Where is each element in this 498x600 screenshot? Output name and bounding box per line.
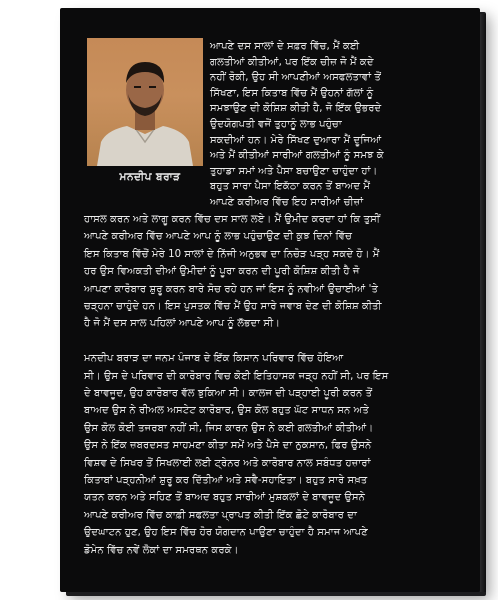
author-name: ਮਨਦੀਪ ਬਰਾੜ: [119, 171, 181, 183]
body-line: ਚੜ੍ਹਨਾ ਚਾਹੁੰਦੇ ਹਨ। ਇਸ ਪੁਸਤਕ ਵਿੱਚ ਮੈਂ ਉਹ ਸਾਰੇ ਜਵਾਬ ਦੇਣ ਦੀ ਕੋਸ਼ਿਸ਼ ਕੀਤੀ: [84, 301, 382, 312]
author-portrait-icon: [87, 38, 203, 166]
intro-line: ਅਤੇ ਮੈਂ ਕੀਤੀਆਂ ਸਾਰੀਆਂ ਗਲਤੀਆਂ ਨੂੰ ਸਮਝ ਕੇ: [210, 150, 384, 162]
body-line: ਮਨਦੀਪ ਬਰਾੜ ਦਾ ਜਨਮ ਪੰਜਾਬ ਦੇ ਇੱਕ ਕਿਸਾਨ ਪਰਿਵਾਰ ਵਿੱਚ ਹੋਇਆ: [84, 353, 344, 365]
body-line: ਉਦਘਾਟਨ ਹੁਣ, ਉਹ ਇਸ ਵਿੱਚ ਹੋਰ ਯੋਗਦਾਨ ਪਾਉਣਾ ਚਾਹੁੰਦਾ ਹੈ ਸਮਾਜ ਆਪਣੇ: [84, 527, 368, 539]
body-line: ਕਿਤਾਬਾਂ ਪੜ੍ਹਨੀਆਂ ਸ਼ੁਰੂ ਕਰ ਦਿੱਤੀਆਂ ਅਤੇ ਸਵੈ-ਸਹਾਇਤਾ। ਬਹੁਤ ਸਾਰੇ ਸਖ਼ਤ: [84, 475, 368, 486]
body-line: ਹਰ ਉਸ ਵਿਅਕਤੀ ਦੀਆਂ ਉਮੀਦਾਂ ਨੂੰ ਪੂਰਾ ਕਰਨ ਦੀ ਪੂਰੀ ਕੋਸ਼ਿਸ਼ ਕੀਤੀ ਹੈ ਜੋ: [84, 266, 360, 278]
intro-line: ਆਪਣੇ ਦਸ ਸਾਲਾਂ ਦੇ ਸਫ਼ਰ ਵਿੱਚ, ਮੈਂ ਕਈ: [210, 41, 360, 52]
intro-line: ਗਲਤੀਆਂ ਕੀਤੀਆਂ, ਪਰ ਇੱਕ ਚੀਜ਼ ਜੋ ਮੈਂ ਕਦੇ: [210, 56, 374, 68]
intro-line: ਸਿੱਖਣਾ, ਇਸ ਕਿਤਾਬ ਵਿੱਚ ਮੈਂ ਉਹਨਾਂ ਗੱਲਾਂ ਨੂੰ: [210, 87, 374, 99]
body-line: ਵਿਸ਼ਵ ਦੇ ਸਿਖਰ ਤੋਂ ਸਿਖਲਾਈ ਲਈ ਟ੍ਰੇਨਰ ਅਤੇ ਕਾਰੋਬਾਰ ਨਾਲ ਸਬੰਧਤ ਹਜ਼ਾਰਾਂ: [84, 457, 371, 469]
body-line: ਹਾਸਲ ਕਰਨ ਅਤੇ ਲਾਗੂ ਕਰਨ ਵਿੱਚ ਦਸ ਸਾਲ ਲਏ। ਮੈਂ ਉਮੀਦ ਕਰਦਾ ਹਾਂ ਕਿ ਤੁਸੀਂ: [84, 214, 381, 225]
intro-line: ਸਮਝਾਉਣ ਦੀ ਕੋਸ਼ਿਸ਼ ਕੀਤੀ ਹੈ, ਜੋ ਇੱਕ ਉਭਰਦੇ: [210, 103, 382, 115]
intro-line: ਨਹੀਂ ਰੋਕੀ, ਉਹ ਸੀ ਆਪਣੀਆਂ ਅਸਫਲਤਾਵਾਂ ਤੋਂ: [210, 72, 381, 84]
intro-line: ਉਦਯੋਗਪਤੀ ਵਜੋਂ ਤੁਹਾਨੂੰ ਲਾਭ ਪਹੁੰਚਾ: [210, 119, 342, 130]
body-line: ਦੇ ਬਾਵਜੂਦ, ਉਹ ਕਾਰੋਬਾਰ ਵੱਲ ਝੁਕਿਆ ਸੀ। ਕਾਲਜ ਦੀ ਪੜ੍ਹਾਈ ਪੂਰੀ ਕਰਨ ਤੋਂ: [84, 388, 373, 399]
body-line: ਹੈ ਜੋ ਮੈਂ ਦਸ ਸਾਲ ਪਹਿਲਾਂ ਆਪਣੇ ਆਪ ਨੂੰ ਲੱਭਦਾ ਸੀ।: [84, 318, 281, 330]
body-line: ਇਸ ਕਿਤਾਬ ਵਿੱਚੋਂ ਮੇਰੇ 10 ਸਾਲਾਂ ਦੇ ਨਿੱਜੀ ਅਨੁਭਵ ਦਾ ਨਿਚੋੜ ਪੜ੍ਹ ਸਕਦੇ ਹੋ। ਮੈਂ: [84, 248, 380, 260]
body-line: ਡੋਮੇਨ ਵਿੱਚ ਨਵੇਂ ਲੋਕਾਂ ਦਾ ਸਮਰਥਨ ਕਰਕੇ।: [84, 544, 239, 556]
body-line: ਬਾਅਦ ਉਸ ਨੇ ਰੀਅਲ ਅਸਟੇਟ ਕਾਰੋਬਾਰ, ਉਸ ਕੋਲ ਬਹੁਤ ਘੱਟ ਸਾਧਨ ਸਨ ਅਤੇ: [84, 405, 369, 417]
body-line: ਆਪਣੇ ਕਰੀਅਰ ਵਿੱਚ ਆਪਣੇ ਆਪ ਨੂੰ ਲਾਭ ਪਹੁੰਚਾਉਣ ਦੀ ਕੁਝ ਦਿਨਾਂ ਵਿੱਚ: [84, 231, 353, 243]
body-line: ਆਪਣੇ ਕਰੀਅਰ ਵਿੱਚ ਕਾਫ਼ੀ ਸਫਲਤਾ ਪ੍ਰਾਪਤ ਕੀਤੀ ਇੱਕ ਛੋਟੇ ਕਾਰੋਬਾਰ ਦਾ: [84, 509, 357, 521]
book-back-cover: [60, 8, 480, 592]
body-line: ਯਤਨ ਕਰਨ ਅਤੇ ਸਹਿਣ ਤੋਂ ਬਾਅਦ ਬਹੁਤ ਸਾਰੀਆਂ ਮੁਸ਼ਕਲਾਂ ਦੇ ਬਾਵਜੂਦ ਉਸਨੇ: [84, 492, 365, 504]
body-line: ਉਸ ਕੋਲ ਕੋਈ ਤਜਰਬਾ ਨਹੀਂ ਸੀ, ਜਿਸ ਕਾਰਨ ਉਸ ਨੇ ਕਈ ਗਲਤੀਆਂ ਕੀਤੀਆਂ।: [84, 422, 374, 434]
body-line: ਉਸ ਨੇ ਇੱਕ ਜ਼ਬਰਦਸਤ ਸਾਹਮਣਾ ਕੀਤਾ ਸਮੇਂ ਅਤੇ ਪੈਸੇ ਦਾ ਨੁਕਸਾਨ, ਫਿਰ ਉਸਨੇ: [84, 440, 372, 452]
intro-line: ਬਹੁਤ ਸਾਰਾ ਪੈਸਾ ਇਕੱਠਾ ਕਰਨ ਤੋਂ ਬਾਅਦ ਮੈਂ: [210, 181, 371, 193]
author-photo: [87, 38, 203, 166]
book-edge: [480, 14, 486, 592]
body-line: ਸੀ। ਉਸ ਦੇ ਪਰਿਵਾਰ ਦੀ ਕਾਰੋਬਾਰ ਵਿਚ ਕੋਈ ਇਤਿਹਾਸਕ ਜੜ੍ਹ ਨਹੀਂ ਸੀ, ਪਰ ਇਸ: [84, 370, 389, 382]
intro-line: ਸਕਦੀਆਂ ਹਨ। ਮੇਰੇ ਸਿੱਖਣ ਦੁਆਰਾ ਮੈਂ ਦੂਜਿਆਂ: [210, 134, 382, 146]
intro-line: ਆਪਣੇ ਕਰੀਅਰ ਵਿੱਚ ਇਹ ਸਾਰੀਆਂ ਚੀਜ਼ਾਂ: [210, 197, 364, 208]
intro-line: ਤੁਹਾਡਾ ਸਮਾਂ ਅਤੇ ਪੈਸਾ ਬਚਾਉਣਾ ਚਾਹੁੰਦਾ ਹਾਂ।: [210, 165, 378, 177]
body-line: ਆਪਣਾ ਕਾਰੋਬਾਰ ਸ਼ੁਰੂ ਕਰਨ ਬਾਰੇ ਸੋਚ ਰਹੇ ਹਨ ਜਾਂ ਇਸ ਨੂੰ ਨਵੀਆਂ ਉਚਾਈਆਂ 'ਤੇ: [84, 283, 378, 295]
